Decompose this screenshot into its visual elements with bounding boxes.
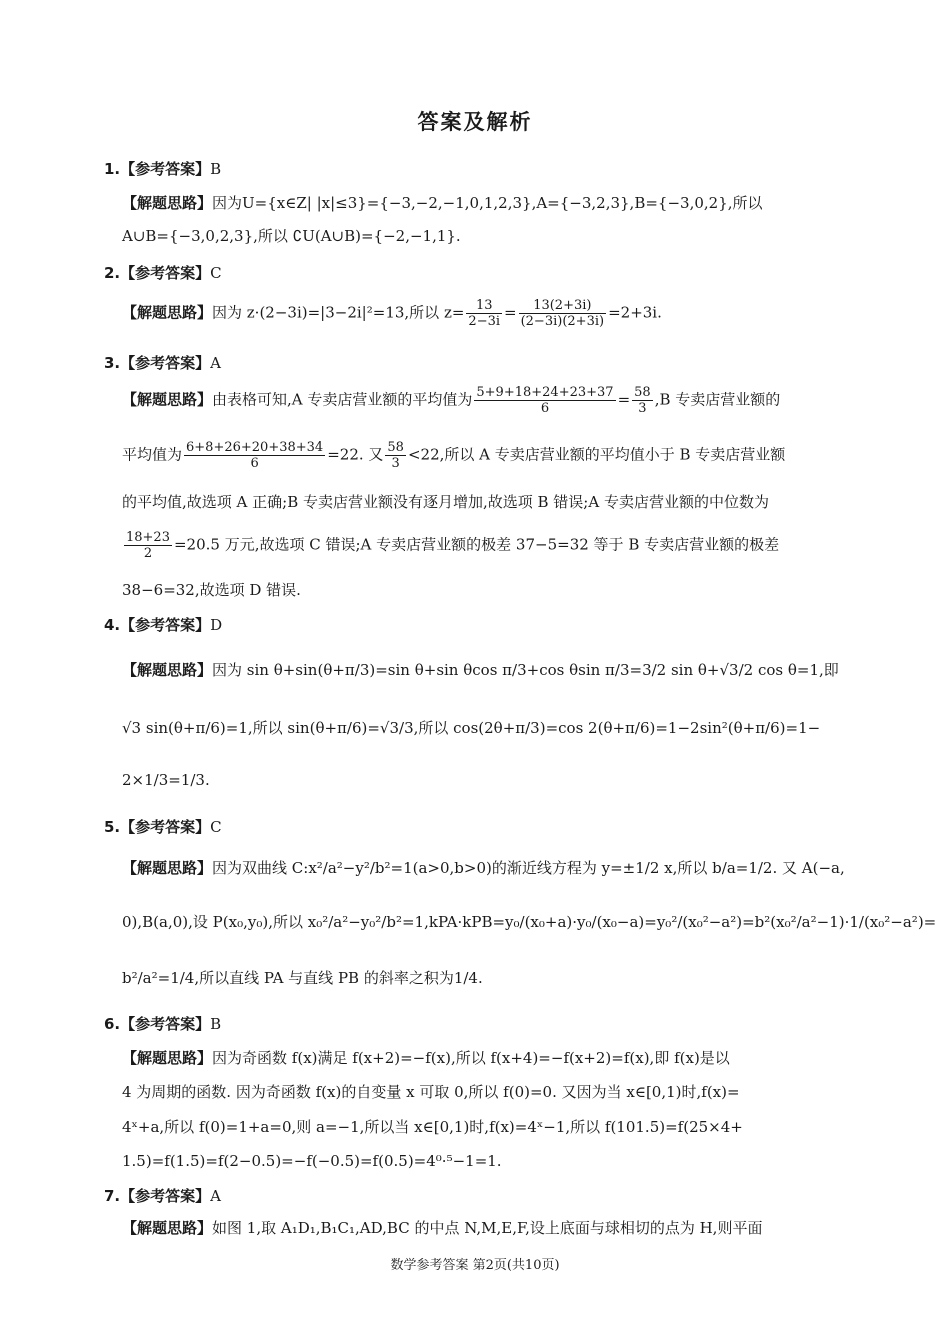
q1-answer: 1.【参考答案】B [104, 160, 222, 178]
fraction: $\frac{5+9+18+24+23+37}{6}$ [476, 385, 614, 416]
page-title: 答案及解析 [417, 110, 533, 134]
q6-analysis-line1: 【解题思路】因为奇函数 f(x)满足 f(x+2)=−f(x),所以 f(x+4)=−f(x+2)=f(x),即 f(x)是以 [122, 1049, 730, 1067]
q3-analysis-line1: 【解题思路】由表格可知,A 专卖店营业额的平均值为 $\frac{5+9+18+24+23+37}{6}$ = $\frac{58}{3}$ ,B 专卖店营业额的 [122, 385, 781, 416]
q3-answer: 3.【参考答案】A [104, 354, 221, 372]
q1-analysis-line2: A∪B={−3,0,2,3},所以 ∁U(A∪B)={−2,−1,1}. [122, 227, 461, 245]
q3-analysis-line5: 38−6=32,故选项 D 错误. [122, 581, 301, 599]
q2-answer: 2.【参考答案】C [104, 264, 222, 282]
q4-analysis-line3: 2×1/3=1/3. [122, 771, 210, 789]
q7-analysis-line1: 【解题思路】如图 1,取 A₁D₁,B₁C₁,AD,BC 的中点 N,M,E,F,设上底面与球相切的点为 H,则平面 [122, 1219, 763, 1237]
q5-analysis-line1: 【解题思路】因为双曲线 C:x²/a²−y²/b²=1(a>0,b>0)的渐近线方程为 y=±1/2 x,所以 b/a=1/2. 又 A(−a, [122, 859, 845, 877]
fraction: $\frac{18+23}{2}$ [126, 530, 170, 561]
q5-analysis-line2: 0),B(a,0),设 P(x₀,y₀),所以 x₀²/a²−y₀²/b²=1,kPA·kPB=y₀/(x₀+a)·y₀/(x₀−a)=y₀²/(x₀²−a²)=b²(x₀²/a²−1)·1/(x₀²−a²)= [122, 913, 937, 931]
q3-analysis-line3: 的平均值,故选项 A 正确;B 专卖店营业额没有逐月增加,故选项 B 错误;A 专卖店营业额的中位数为 [122, 493, 769, 511]
fraction: $\frac{13}{2-3i}$ [468, 298, 501, 329]
q5-answer: 5.【参考答案】C [104, 818, 222, 836]
q4-analysis-line2: √3 sin(θ+π/6)=1,所以 sin(θ+π/6)=√3/3,所以 cos(2θ+π/3)=cos 2(θ+π/6)=1−2sin²(θ+π/6)=1− [122, 719, 821, 737]
q5-analysis-line3: b²/a²=1/4,所以直线 PA 与直线 PB 的斜率之积为1/4. [122, 969, 483, 987]
page-footer: 数学参考答案 第2页(共10页) [390, 1258, 560, 1273]
q3-analysis-line2: 平均值为 $\frac{6+8+26+20+38+34}{6}$ =22. 又 $\frac{58}{3}$ <22,所以 A 专卖店营业额的平均值小于 B 专卖店营业额 [122, 440, 786, 471]
fraction: $\frac{58}{3}$ [634, 385, 651, 416]
fraction: $\frac{13(2+3i)}{(2-3i)(2+3i)}$ [520, 298, 605, 329]
q6-answer: 6.【参考答案】B [104, 1015, 222, 1033]
q1-analysis-line1: 【解题思路】因为U={x∈Z| |x|≤3}={−3,−2,−1,0,1,2,3},A={−3,2,3},B={−3,0,2},所以 [122, 194, 763, 212]
fraction: $\frac{58}{3}$ [387, 440, 404, 471]
q2-analysis: 【解题思路】因为 z·(2−3i)=|3−2i|²=13,所以 z= $\frac{13}{2-3i}$ = $\frac{13(2+3i)}{(2-3i)(2+3i)}$ =2+3i. [122, 298, 662, 329]
q3-analysis-line4: $\frac{18+23}{2}$ =20.5 万元,故选项 C 错误;A 专卖店营业额的极差 37−5=32 等于 B 专卖店营业额的极差 [126, 530, 780, 561]
q4-answer: 4.【参考答案】D [104, 616, 223, 634]
fraction: $\frac{6+8+26+20+38+34}{6}$ [186, 440, 324, 471]
q6-analysis-line2: 4 为周期的函数. 因为奇函数 f(x)的自变量 x 可取 0,所以 f(0)=0. 又因为当 x∈[0,1)时,f(x)= [122, 1083, 740, 1101]
q7-answer: 7.【参考答案】A [104, 1187, 221, 1205]
q6-analysis-line4: 1.5)=f(1.5)=f(2−0.5)=−f(−0.5)=f(0.5)=4⁰·⁵−1=1. [122, 1152, 502, 1170]
q4-analysis-line1: 【解题思路】因为 sin θ+sin(θ+π/3)=sin θ+sin θcos π/3+cos θsin π/3=3/2 sin θ+√3/2 cos θ=1,即 [122, 661, 839, 679]
q6-analysis-line3: 4ˣ+a,所以 f(0)=1+a=0,则 a=−1,所以当 x∈[0,1)时,f(x)=4ˣ−1,所以 f(101.5)=f(25×4+ [122, 1118, 743, 1136]
